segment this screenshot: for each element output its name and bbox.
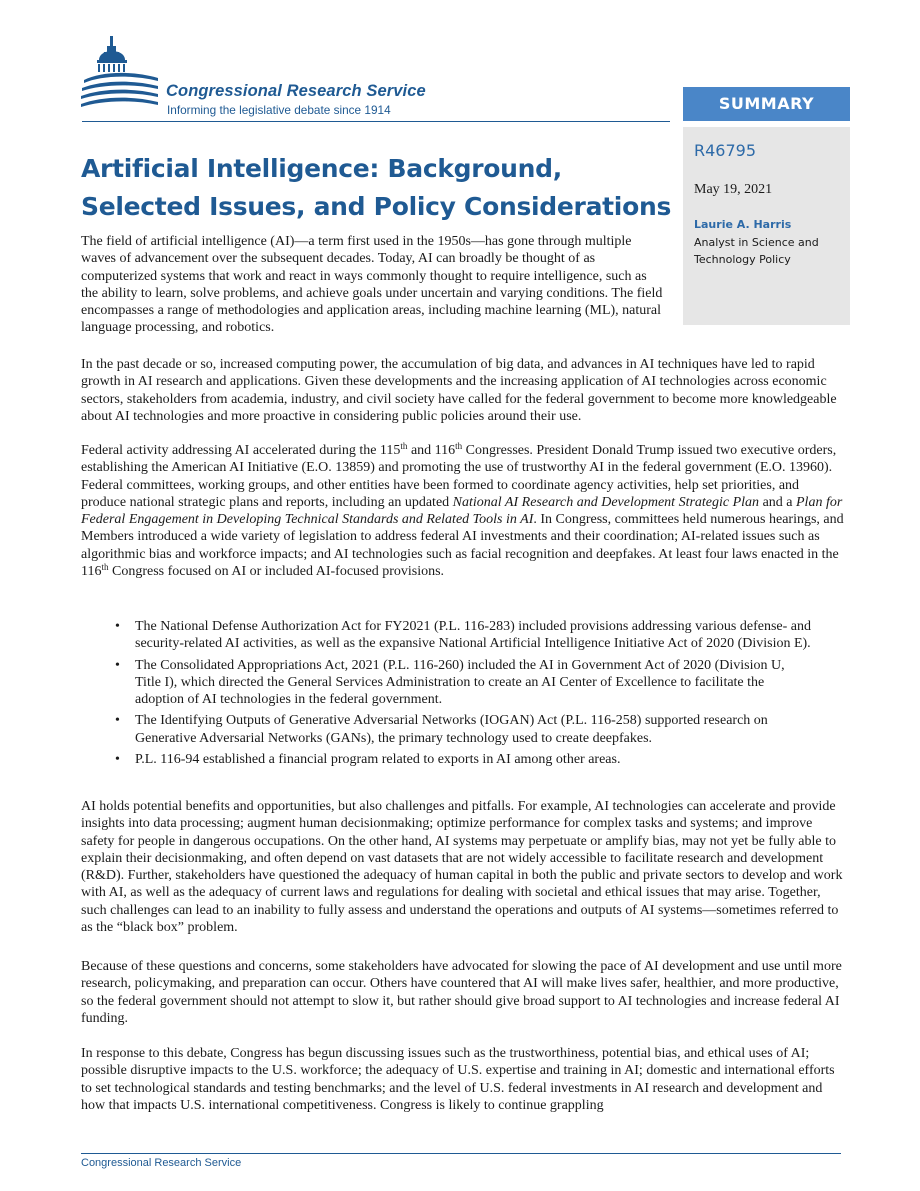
summary-banner: SUMMARY — [683, 87, 850, 121]
bullet-icon: • — [115, 713, 120, 729]
bullet-icon: • — [115, 657, 120, 673]
list-item: • The Identifying Outputs of Generative Adversarial Networks (IOGAN) Act (P.L. 116-258) supported research on Generative Adversarial Networks (GANs), the primary technology used to create deepfakes. — [115, 713, 768, 746]
org-tagline: Informing the legislative debate since 1914 — [167, 103, 391, 117]
paragraph-growth: In the past decade or so, increased computing power, the accumulation of big data, and advances in AI techniques have led to rapid growth in AI research and applications. Given these developments and the increasing application of AI technologies across economic sectors, stakeholders from academia, industry, and civil society have called for the federal government to become more knowledgeable about AI technologies and more proactive in considering public policies around their use. — [81, 357, 837, 424]
paragraph-intro: The field of artificial intelligence (AI)—a term first used in the 1950s—has gone through multiple waves of advancement over the subsequent decades. Today, AI can broadly be thought of as computerized systems that work and react in ways commonly thought to require intelligence, such as the ability to learn, solve problems, and achieve goals under uncertain and varying conditions. The field encompasses a range of methodologies and application areas, including machine learning (ML), natural language processing, and robotics. — [81, 234, 663, 336]
footer-divider — [81, 1153, 841, 1154]
laws-list — [81, 618, 811, 772]
footer-org-name: Congressional Research Service — [81, 1157, 242, 1169]
bullet-icon: • — [115, 752, 120, 768]
paragraph-federal-activity: Federal activity addressing AI accelerated during the 115th and 116th Congresses. President Donald Trump issued two executive orders, establishing the American AI Initiative (E.O. 13859) and promoting the use of trustworthy AI in the federal government (E.O. 13960). Federal committees, working groups, and other entities have been formed to coordinate agency activities, help set priorities, and produce national strategic plans and reports, including an updated National AI Research and Development Strategic Plan and a Plan for Federal Engagement in Developing Technical Standards and Related Tools in AI. In Congress, committees held numerous hearings, and Members introduced a wide variety of legislation to address federal AI investments and their coordination; AI-related issues such as algorithmic bias and workforce impacts; and AI technologies such as facial recognition and deepfakes. At least four laws enacted in the 116th Congress focused on AI or included AI-focused provisions. — [81, 441, 844, 580]
report-number: R46795 — [694, 141, 757, 160]
document-title: Artificial Intelligence: Background, Selected Issues, and Policy Considerations — [81, 154, 672, 221]
list-item: • The National Defense Authorization Act for FY2021 (P.L. 116-283) included provisions addressing various defense- and security-related AI activities, as well as the expansive National Artificial Intelligence Initiative Act of 2020 (Division E). — [115, 619, 811, 652]
list-item: • The Consolidated Appropriations Act, 2021 (P.L. 116-260) included the AI in Government Act of 2020 (Division U, Title I), which directed the General Services Administration to create an AI Center of Excellence to facilitate the adoption of AI technologies in the federal government. — [115, 657, 785, 708]
paragraph-stakeholder-views: Because of these questions and concerns, some stakeholders have advocated for slowing the pace of AI development and use until more research, policymaking, and preparation can occur. Others have countered that AI will make lives safer, healthier, and more productive, so the federal government should not attempt to slow it, but rather should give broad support to AI technologies and increase federal AI funding. — [81, 959, 842, 1026]
list-item: • P.L. 116-94 established a financial program related to exports in AI among other areas. — [115, 752, 621, 768]
author-name: Laurie A. Harris — [694, 218, 792, 231]
paragraph-benefits-challenges: AI holds potential benefits and opportunities, but also challenges and pitfalls. For example, AI technologies can accelerate and provide insights into data processing; augment human decisionmaking; optimize performance for complex tasks and systems; and improve safety for people in dangerous occupations. On the other hand, AI systems may perpetuate or amplify bias, may not yet be fully able to explain their decisionmaking, and often depend on vast datasets that are not widely accessible to facilitate research and development (R&D). Further, stakeholders have questioned the adequacy of human capital in both the public and private sectors to develop and work with AI, as well as the adequacy of current laws and regulations for dealing with societal and ethical issues that may arise. Together, such challenges can lead to an inability to fully assess and understand the operations and outputs of AI systems—sometimes referred to as the “black box” problem. — [81, 799, 843, 936]
report-date: May 19, 2021 — [694, 182, 773, 197]
paragraph-congress-response: In response to this debate, Congress has begun discussing issues such as the trustworthiness, potential bias, and ethical uses of AI; possible disruptive impacts to the U.S. workforce; the adequacy of U.S. expertise and training in AI; domestic and international efforts to set technological standards and testing benchmarks; and the level of U.S. federal investments in AI research and development and how that impacts U.S. international competitiveness. Congress is likely to continue grappling — [81, 1046, 835, 1113]
capitol-dome-logo-icon — [80, 36, 160, 122]
bullet-icon: • — [115, 619, 120, 634]
org-name: Congressional Research Service — [166, 82, 426, 100]
author-title: Analyst in Science and Technology Policy — [694, 236, 819, 266]
header-divider — [82, 121, 670, 122]
